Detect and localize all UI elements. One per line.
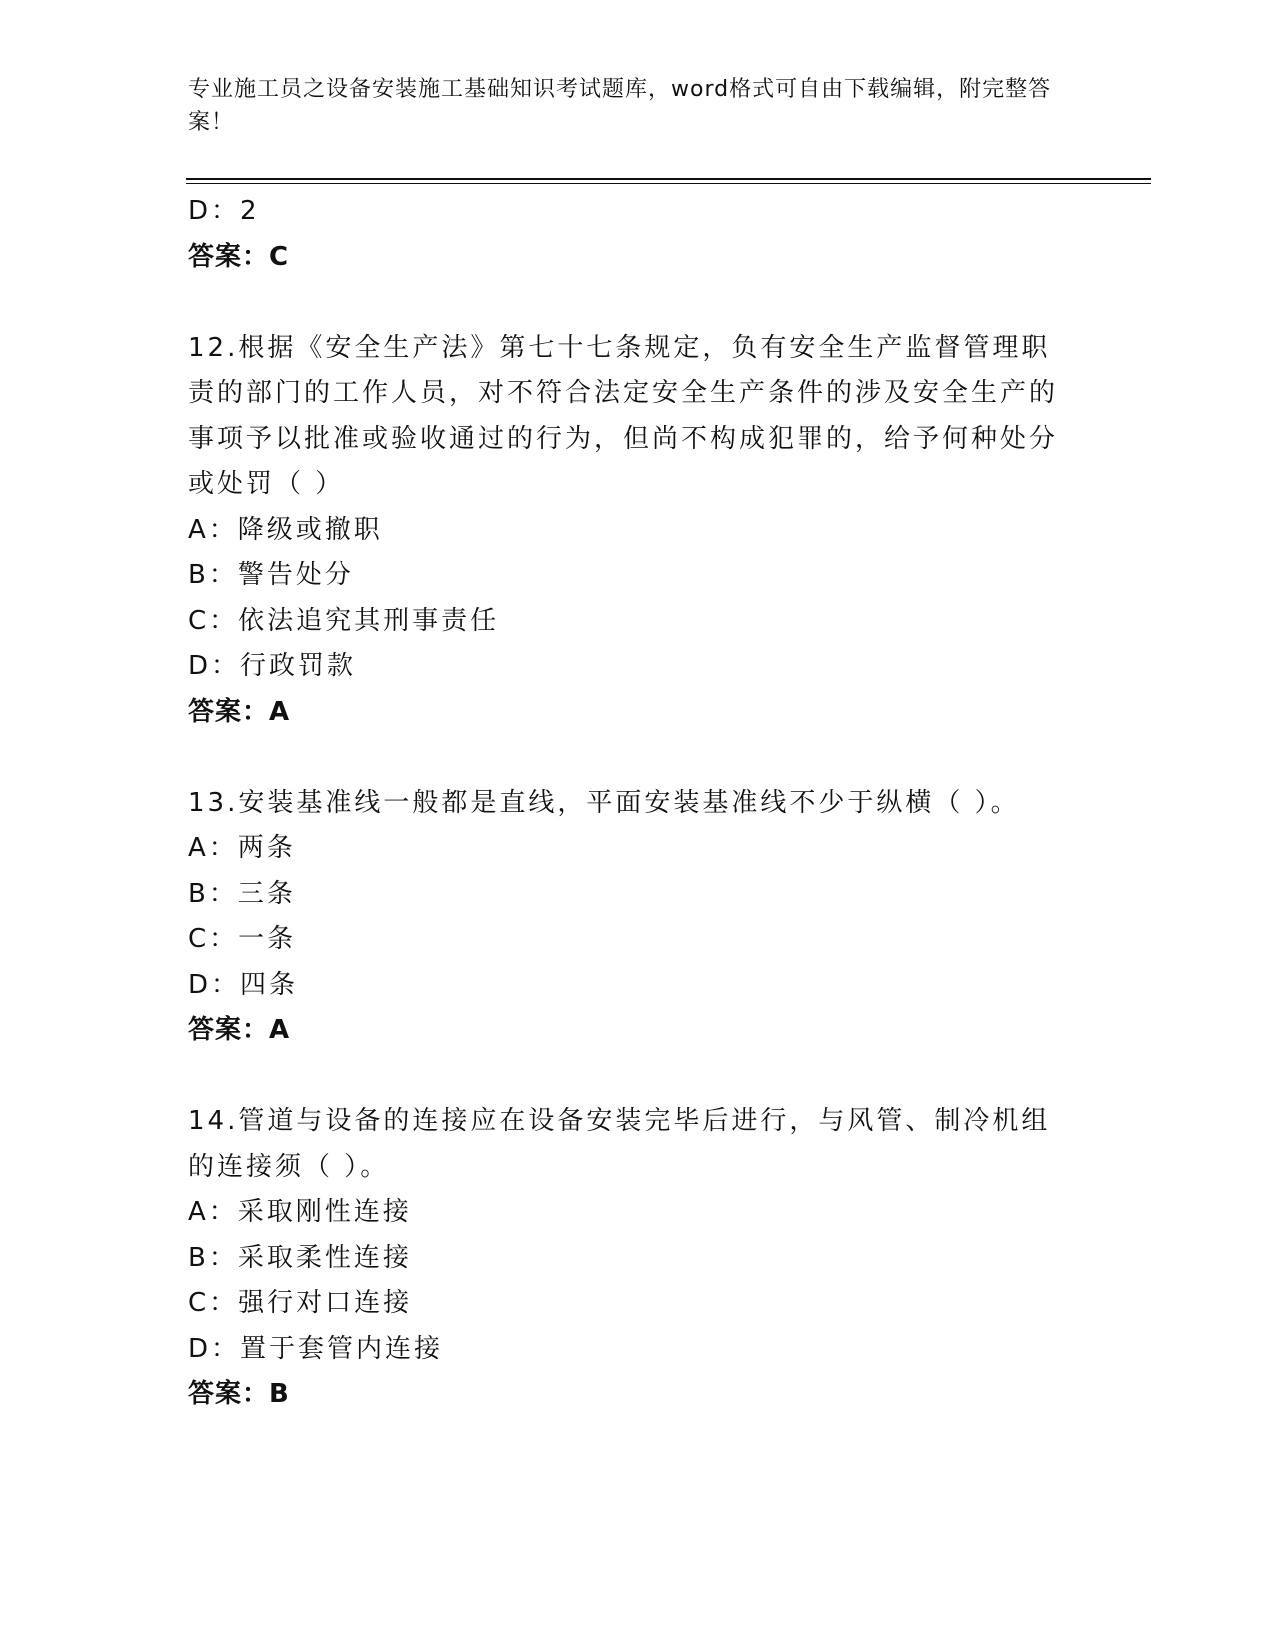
answer: 答案：C [188, 241, 290, 272]
answer: 答案：B [188, 1379, 290, 1409]
page-header: 专业施工员之设备安装施工基础知识考试题库，word格式可自由下载编辑，附完整答案！ [188, 77, 1052, 135]
answer: 答案：A [188, 1015, 291, 1045]
question-14 [188, 1099, 1088, 1418]
option-b: B：采取柔性连接 [188, 1242, 412, 1273]
question-list [188, 189, 1088, 1418]
spacer [188, 1054, 1088, 1100]
option-c: C：依法追究其刑事责任 [188, 605, 500, 636]
question-text: 12.根据《安全生产法》第七十七条规定，负有安全生产监督管理职责的部门的工作人员，对不符合法定安全生产条件的涉及安全生产的事项予以批准或验收通过的行为，但尚不构成犯罪的，给予何种处分或处罚（ ） [188, 332, 1059, 499]
option-a: A：降级或撤职 [188, 514, 383, 545]
option-d: D：行政罚款 [188, 651, 357, 681]
option-d: D：2 [188, 196, 260, 226]
question-text: 14.管道与设备的连接应在设备安装完毕后进行，与风管、制冷机组的连接须（ ）。 [188, 1106, 1051, 1182]
answer: 答案：A [188, 696, 291, 727]
spacer [188, 735, 1088, 781]
header-divider [186, 178, 1151, 180]
option-c: C：强行对口连接 [188, 1288, 413, 1318]
option-a: A：两条 [188, 833, 296, 863]
option-a: A：采取刚性连接 [188, 1197, 412, 1227]
option-b: B：三条 [188, 878, 296, 909]
question-12 [188, 326, 1088, 736]
header-divider-thin [186, 183, 1151, 184]
question-text: 13.安装基准线一般都是直线，平面安装基准线不少于纵横（ ）。 [188, 787, 1020, 818]
option-b: B：警告处分 [188, 560, 354, 590]
option-c: C：一条 [188, 924, 297, 954]
question-13 [188, 781, 1088, 1054]
spacer [188, 280, 1088, 326]
option-d: D：四条 [188, 969, 299, 1000]
option-d: D：置于套管内连接 [188, 1333, 444, 1364]
